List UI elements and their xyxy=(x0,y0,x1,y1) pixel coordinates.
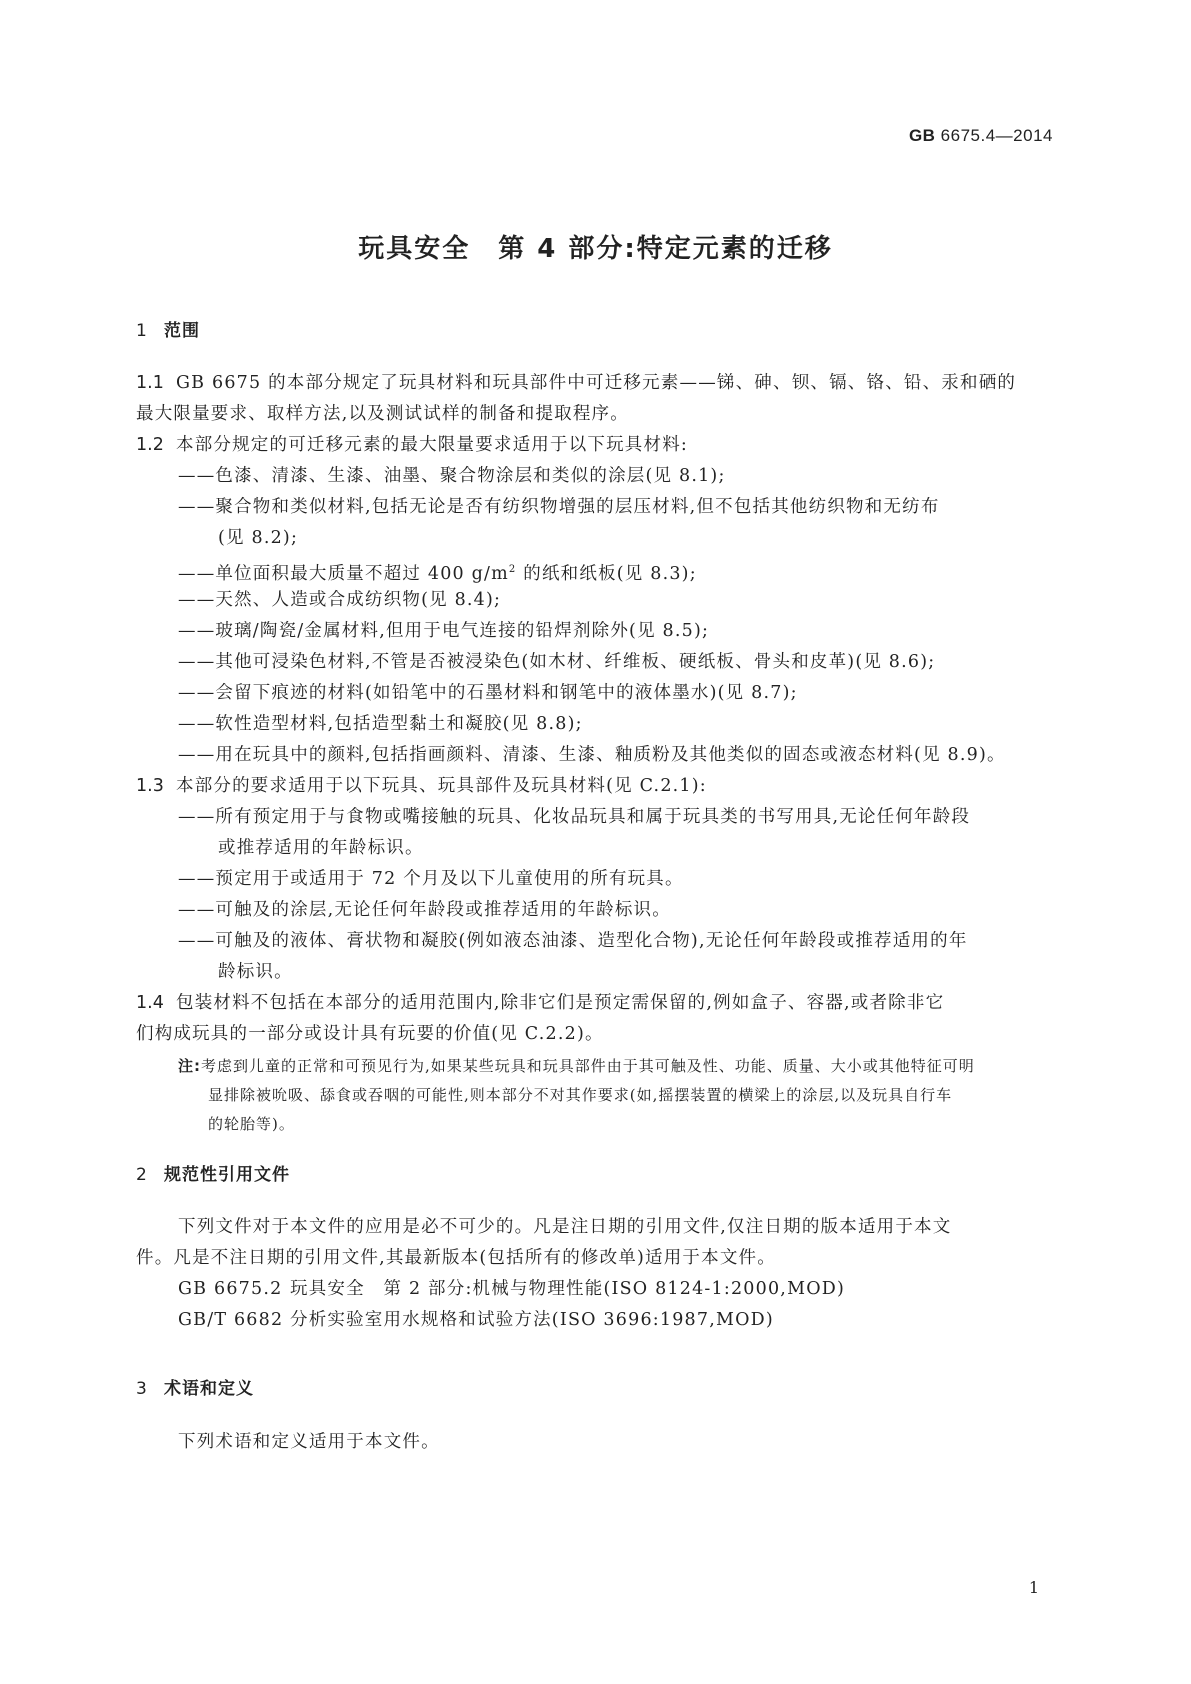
list-item-text: ——聚合物和类似材料,包括无论是否有纺织物增强的层压材料,但不包括其他纺织物和无纺布 xyxy=(178,497,940,517)
reference-code: GB 6675.2 xyxy=(178,1279,283,1299)
reference-code: GB/T 6682 xyxy=(178,1310,284,1330)
standard-code xyxy=(909,126,1053,146)
section-title: 范围 xyxy=(164,321,200,341)
clause-1-2 xyxy=(136,430,1056,461)
clause-1-1 xyxy=(136,368,1056,430)
standard-code-prefix: GB xyxy=(908,126,936,145)
clause-text-line2: 们构成玩具的一部分或设计具有玩要的价值(见 C.2.2)。 xyxy=(136,1024,604,1044)
list-item-continuation: 龄标识。 xyxy=(218,962,293,982)
list-item xyxy=(178,926,1058,988)
list-item-text: ——天然、人造或合成纺织物(见 8.4); xyxy=(178,590,502,610)
clause-number: 1.4 xyxy=(136,993,164,1013)
clause-text-line1: 包装材料不包括在本部分的适用范围内,除非它们是预定需保留的,例如盒子、容器,或者除非它 xyxy=(176,993,945,1013)
clause-text: 本部分规定的可迁移元素的最大限量要求适用于以下玩具材料: xyxy=(176,435,688,455)
list-item-text: ——用在玩具中的颜料,包括指画颜料、清漆、生漆、釉质粉及其他类似的固态或液态材料(见 8.9)。 xyxy=(178,745,1006,765)
section-title: 规范性引用文件 xyxy=(164,1165,290,1185)
clause-text: 本部分的要求适用于以下玩具、玩具部件及玩具材料(见 C.2.1): xyxy=(176,776,707,796)
clause-number: 1.3 xyxy=(136,776,164,796)
clause-1-4 xyxy=(136,988,1056,1050)
note xyxy=(178,1052,1058,1139)
list-item-text: ——色漆、清漆、生漆、油墨、聚合物涂层和类似的涂层(见 8.1); xyxy=(178,466,726,486)
document-title: 玩具安全 第 4 部分:特定元素的迁移 xyxy=(358,234,833,264)
list-item-text: ——玻璃/陶瓷/金属材料,但用于电气连接的铅焊剂除外(见 8.5); xyxy=(178,621,710,641)
list-item-text-tail: 的纸和纸板(见 8.3); xyxy=(516,563,697,584)
list-item xyxy=(178,616,1058,647)
list-item-text: ——可触及的液体、膏状物和凝胶(例如液态油漆、造型化合物),无论任何年龄段或推荐适用的年 xyxy=(178,931,968,951)
reference-title: 玩具安全 第 2 部分:机械与物理性能(ISO 8124-1:2000,MOD) xyxy=(290,1279,845,1299)
section-heading-normative-references xyxy=(136,1160,290,1185)
paragraph-line2: 件。凡是不注日期的引用文件,其最新版本(包括所有的修改单)适用于本文件。 xyxy=(136,1248,776,1268)
note-text-line1: 考虑到儿童的正常和可预见行为,如果某些玩具和玩具部件由于其可触及性、功能、质量、大小或其他特征可明 xyxy=(201,1057,975,1075)
list-item xyxy=(178,709,1058,740)
paragraph-line1: 下列文件对于本文件的应用是必不可少的。凡是注日期的引用文件,仅注日期的版本适用于本文 xyxy=(178,1217,952,1237)
list-item-continuation: (见 8.2); xyxy=(218,528,299,548)
list-item xyxy=(178,678,1058,709)
page-number: 1 xyxy=(1028,1578,1039,1597)
clause-number: 1.2 xyxy=(136,435,164,455)
section-number: 2 xyxy=(136,1165,147,1185)
note-label: 注: xyxy=(178,1057,201,1075)
standard-code-number: 6675.4—2014 xyxy=(940,126,1053,145)
normative-paragraph xyxy=(136,1212,1056,1274)
list-item-text: ——可触及的涂层,无论任何年龄段或推荐适用的年龄标识。 xyxy=(178,900,671,920)
reference-title: 分析实验室用水规格和试验方法(ISO 3696:1987,MOD) xyxy=(290,1310,774,1330)
clause-1-3 xyxy=(136,771,1056,802)
list-item xyxy=(178,864,1058,895)
list-item-text: ——单位面积最大质量不超过 400 g/m xyxy=(178,563,509,584)
list-item-text: ——所有预定用于与食物或嘴接触的玩具、化妆品玩具和属于玩具类的书写用具,无论任何年龄段 xyxy=(178,807,971,827)
note-text-line3: 的轮胎等)。 xyxy=(208,1115,295,1133)
section-heading-terms xyxy=(136,1374,254,1399)
list-item-text: ——会留下痕迹的材料(如铅笔中的石墨材料和钢笔中的液体墨水)(见 8.7); xyxy=(178,683,798,703)
list-item xyxy=(178,895,1058,926)
paragraph-text: 下列术语和定义适用于本文件。 xyxy=(178,1432,440,1452)
list-item xyxy=(178,585,1058,616)
section-number: 3 xyxy=(136,1379,147,1399)
reference-item xyxy=(178,1305,774,1336)
clause-text-line2: 最大限量要求、取样方法,以及测试试样的制备和提取程序。 xyxy=(136,404,629,424)
section-number: 1 xyxy=(136,321,147,341)
note-text-line2: 显排除被吮吸、舔食或吞咽的可能性,则本部分不对其作要求(如,摇摆装置的横梁上的涂层,以及玩具自行车 xyxy=(208,1086,953,1104)
superscript: 2 xyxy=(508,564,517,575)
section-heading-scope xyxy=(136,316,200,341)
list-item xyxy=(178,740,1058,771)
list-item xyxy=(178,492,1058,554)
list-item-continuation: 或推荐适用的年龄标识。 xyxy=(218,838,424,858)
list-item-text: ——其他可浸染色材料,不管是否被浸染色(如木材、纤维板、硬纸板、骨头和皮革)(见 8.6); xyxy=(178,652,936,672)
terms-paragraph xyxy=(136,1427,1056,1458)
list-item xyxy=(178,461,1058,492)
list-item-text: ——软性造型材料,包括造型黏土和凝胶(见 8.8); xyxy=(178,714,583,734)
clause-number: 1.1 xyxy=(136,373,164,393)
list-item xyxy=(178,802,1058,864)
list-item-text: ——预定用于或适用于 72 个月及以下儿童使用的所有玩具。 xyxy=(178,869,684,889)
reference-item xyxy=(178,1274,845,1305)
section-title: 术语和定义 xyxy=(164,1379,254,1399)
list-item xyxy=(178,647,1058,678)
clause-text-line1: GB 6675 的本部分规定了玩具材料和玩具部件中可迁移元素——锑、砷、钡、镉、铬、铅、汞和硒的 xyxy=(176,373,1017,393)
